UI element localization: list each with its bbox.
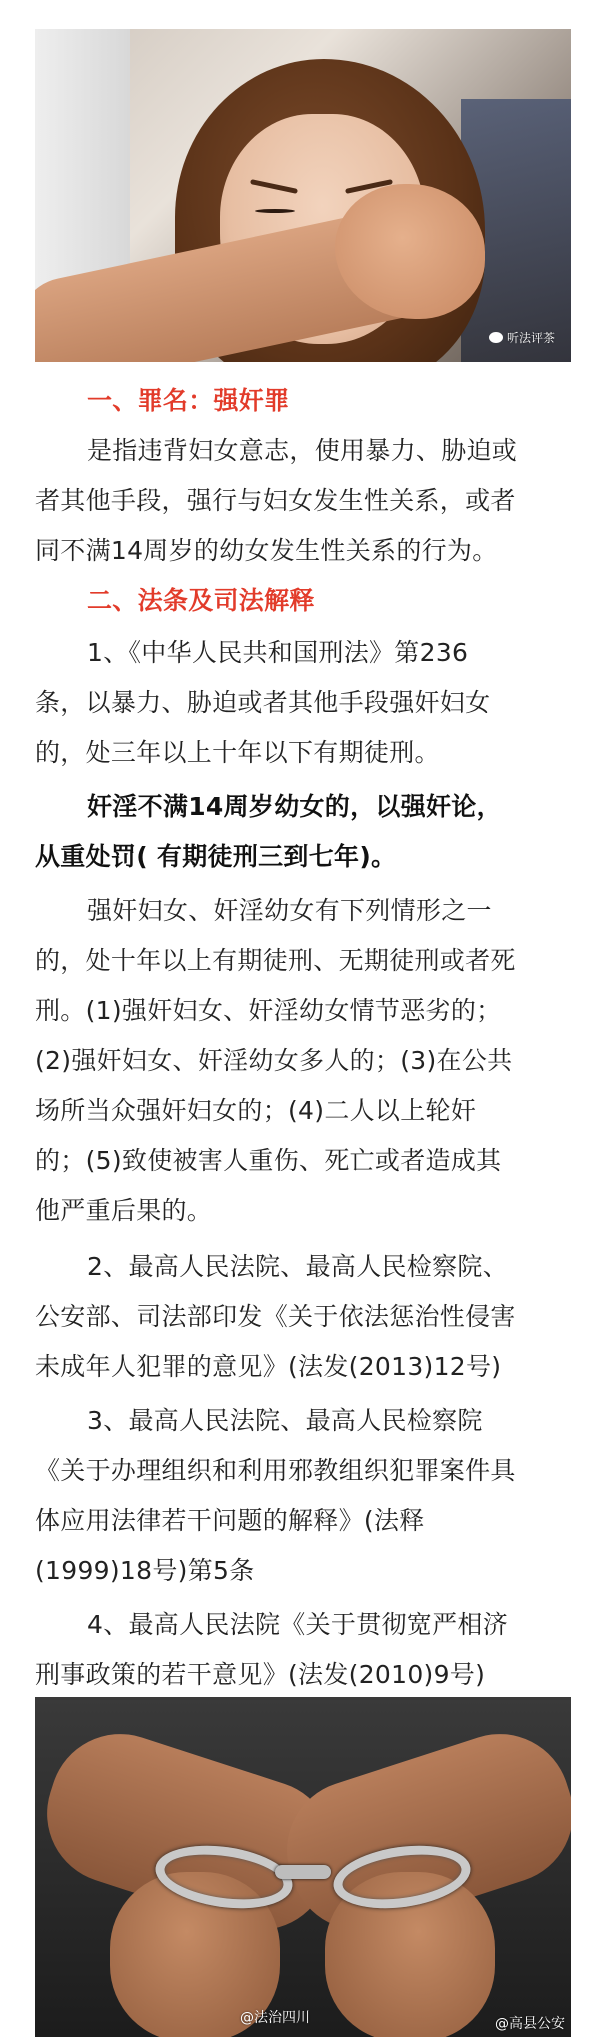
paragraph-line: 的；(5)致使被害人重伤、死亡或者造成其 [35, 1146, 502, 1175]
photo-brow-left [250, 179, 298, 194]
paragraph-line: 者其他手段，强行与妇女发生性关系，或者 [35, 486, 516, 515]
bold-paragraph-line: 从重处罚( 有期徒刑三到七年)。 [35, 842, 397, 871]
paragraph-line: 2、最高人民法院、最高人民检察院、 [87, 1252, 509, 1281]
paragraph-line: 刑事政策的若干意见》(法发(2010)9号) [35, 1660, 486, 1689]
paragraph-line: 的，处三年以上十年以下有期徒刑。 [35, 738, 440, 767]
paragraph-line: 公安部、司法部印发《关于依法惩治性侵害 [35, 1302, 516, 1331]
paragraph-line: 3、最高人民法院、最高人民检察院 [87, 1406, 483, 1435]
paragraph-line: 的，处十年以上有期徒刑、无期徒刑或者死 [35, 946, 516, 975]
paragraph-line: 是指违背妇女意志，使用暴力、胁迫或 [87, 436, 518, 465]
top-illustration-photo [35, 29, 571, 362]
wechat-icon [489, 332, 503, 343]
paragraph-line: 他严重后果的。 [35, 1196, 213, 1225]
paragraph-line: 1、《中华人民共和国刑法》第236 [87, 638, 469, 667]
paragraph-line: 强奸妇女、奸淫幼女有下列情形之一 [87, 896, 492, 925]
paragraph-line: 体应用法律若干问题的解释》(法释 [35, 1506, 425, 1535]
paragraph-line: 条，以暴力、胁迫或者其他手段强奸妇女 [35, 688, 491, 717]
paragraph-line: 《关于办理组织和利用邪教组织犯罪案件具 [35, 1456, 516, 1485]
paragraph-line: 刑。(1)强奸妇女、奸淫幼女情节恶劣的； [35, 996, 502, 1025]
paragraph-line: (1999)18号)第5条 [35, 1556, 255, 1585]
bottom-handcuffs-photo [35, 1697, 571, 2037]
section-heading-law-articles: 二、法条及司法解释 [87, 586, 315, 615]
paragraph-line: 同不满14周岁的幼女发生性关系的行为。 [35, 536, 498, 565]
handcuff-chain [275, 1865, 331, 1879]
bold-paragraph-line: 奸淫不满14周岁幼女的，以强奸论， [87, 792, 502, 821]
bottom-watermark-left: @法治四川 [240, 2010, 310, 2026]
paragraph-line: 未成年人犯罪的意见》(法发(2013)12号) [35, 1352, 502, 1381]
section-heading-crime-name: 一、罪名：强奸罪 [87, 386, 290, 415]
top-photo-watermark-text: 听法评茶 [506, 331, 555, 345]
paragraph-line: (2)强奸妇女、奸淫幼女多人的；(3)在公共 [35, 1046, 513, 1075]
paragraph-line: 4、最高人民法院《关于贯彻宽严相济 [87, 1610, 509, 1639]
photo-eye-left [255, 209, 295, 213]
bottom-watermark-right: @高县公安 [495, 2016, 565, 2032]
paragraph-line: 场所当众强奸妇女的；(4)二人以上轮奸 [35, 1096, 477, 1125]
top-photo-watermark [489, 329, 555, 346]
